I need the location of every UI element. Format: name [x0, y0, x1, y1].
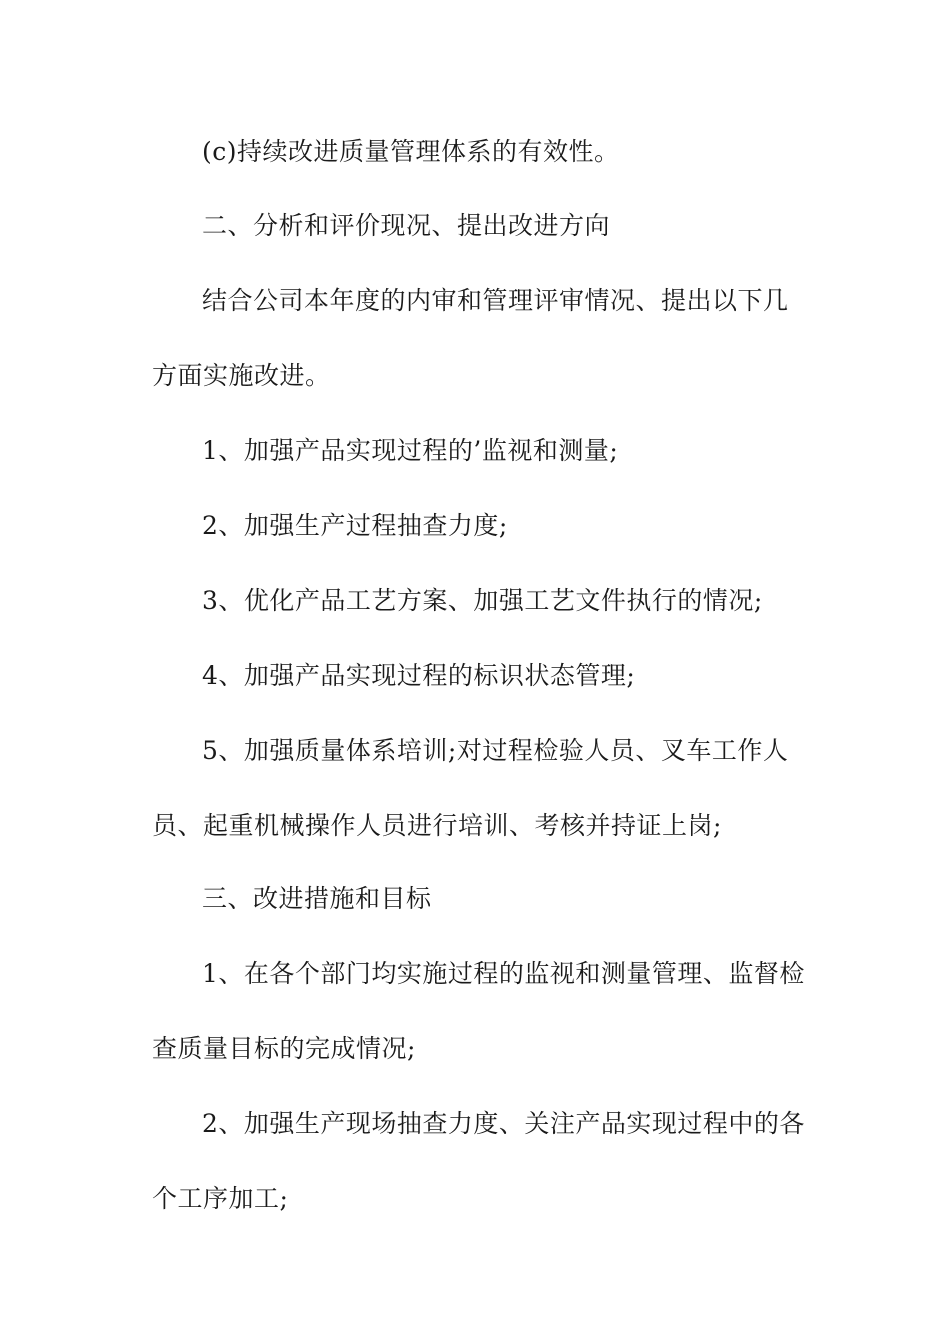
- list-item: 2、加强生产过程抽查力度;: [202, 511, 508, 540]
- section-heading: 二、分析和评价现况、提出改进方向: [202, 211, 611, 240]
- section-heading: 三、改进措施和目标: [202, 884, 432, 913]
- list-item-continuation: 个工序加工;: [152, 1184, 289, 1213]
- list-item-continuation: 员、起重机械操作人员进行培训、考核并持证上岗;: [152, 811, 722, 840]
- list-item: 1、加强产品实现过程的’监视和测量;: [202, 436, 619, 465]
- list-item: 3、优化产品工艺方案、加强工艺文件执行的情况;: [202, 586, 763, 615]
- paragraph-line: 结合公司本年度的内审和管理评审情况、提出以下几: [202, 286, 789, 315]
- list-item: 1、在各个部门均实施过程的监视和测量管理、监督检: [202, 959, 805, 988]
- text-line: (c)持续改进质量管理体系的有效性。: [202, 137, 620, 166]
- list-item: 2、加强生产现场抽查力度、关注产品实现过程中的各: [202, 1109, 805, 1138]
- list-item: 5、加强质量体系培训;对过程检验人员、叉车工作人: [202, 736, 789, 765]
- list-item: 4、加强产品实现过程的标识状态管理;: [202, 661, 636, 690]
- list-item-continuation: 查质量目标的完成情况;: [152, 1034, 416, 1063]
- paragraph-line: 方面实施改进。: [152, 361, 331, 390]
